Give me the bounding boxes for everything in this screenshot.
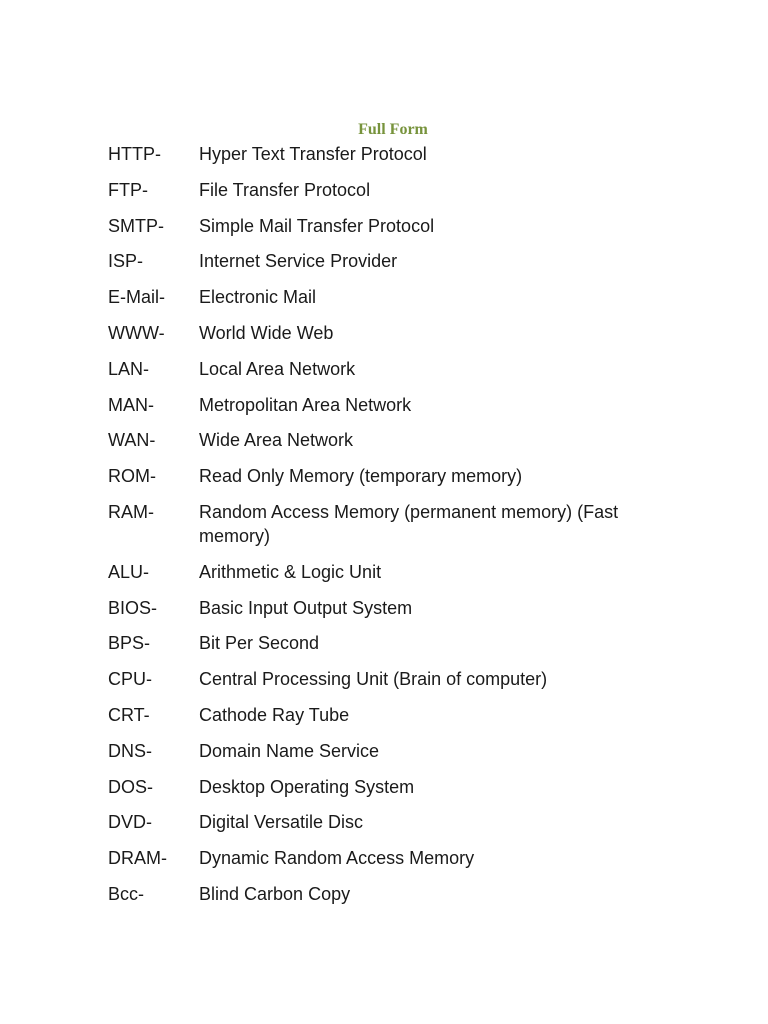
list-item [108,285,668,321]
list-item [108,249,668,285]
full-form-text: Read Only Memory (temporary memory) [199,466,523,487]
abbreviation: CRT- [108,704,150,725]
abbreviation: CPU- [108,669,152,690]
full-form-text: Digital Versatile Disc [199,812,364,833]
full-form-text: Desktop Operating System [199,776,415,797]
list-item [108,560,668,596]
abbreviation: LAN- [108,358,150,379]
list-item [108,810,668,846]
abbreviation: DRAM- [108,848,167,869]
abbreviation: MAN- [108,394,154,415]
list-item [108,464,668,500]
abbreviation: SMTP- [108,215,164,236]
full-form-text: Dynamic Random Access Memory [199,848,475,869]
full-form-text: Hyper Text Transfer Protocol [199,144,427,164]
list-item [108,178,668,214]
full-form-text: Domain Name Service [199,740,380,761]
full-form-text: Cathode Ray Tube [199,704,350,725]
list-item [108,142,668,178]
list-item [108,357,668,393]
abbreviation: FTP- [108,179,148,200]
full-form-text: Basic Input Output System [199,597,413,618]
list-item [108,631,668,667]
list-item [108,428,668,464]
list-item [108,775,668,811]
abbreviation: DNS- [108,740,152,761]
abbreviation: Bcc- [108,883,144,904]
abbreviation: ISP- [108,251,144,272]
list-item [108,393,668,429]
full-form-list [108,142,668,918]
page-title: Full Form [358,121,428,138]
full-form-text: Internet Service Provider [199,251,398,272]
full-form-text: Local Area Network [199,358,356,379]
abbreviation: ALU- [108,561,150,582]
abbreviation: HTTP- [108,144,161,164]
abbreviation: RAM- [108,501,154,522]
full-form-text: Electronic Mail [199,287,317,308]
list-item [108,846,668,882]
full-form-text: File Transfer Protocol [199,179,371,200]
abbreviation: DOS- [108,776,153,797]
full-form-text: Arithmetic & Logic Unit [199,561,382,582]
abbreviation: BPS- [108,633,151,654]
abbreviation: WAN- [108,430,156,451]
list-item [108,667,668,703]
list-item [108,596,668,632]
list-item [108,882,668,918]
full-form-text: Wide Area Network [199,430,354,451]
full-form-text: Blind Carbon Copy [199,883,351,904]
list-item [108,703,668,739]
list-item [108,500,668,560]
full-form-text: Random Access Memory (permanent memory) (Fast memory) [199,501,619,546]
full-form-text: World Wide Web [199,322,334,343]
full-form-text: Central Processing Unit (Brain of computer) [199,669,548,690]
abbreviation: ROM- [108,466,156,487]
list-item [108,214,668,250]
full-form-text: Simple Mail Transfer Protocol [199,215,435,236]
abbreviation: WWW- [108,322,165,343]
abbreviation: E-Mail- [108,287,165,308]
full-form-text: Metropolitan Area Network [199,394,412,415]
abbreviation: BIOS- [108,597,158,618]
full-form-text: Bit Per Second [199,633,320,654]
list-item [108,321,668,357]
list-item [108,739,668,775]
abbreviation: DVD- [108,812,152,833]
